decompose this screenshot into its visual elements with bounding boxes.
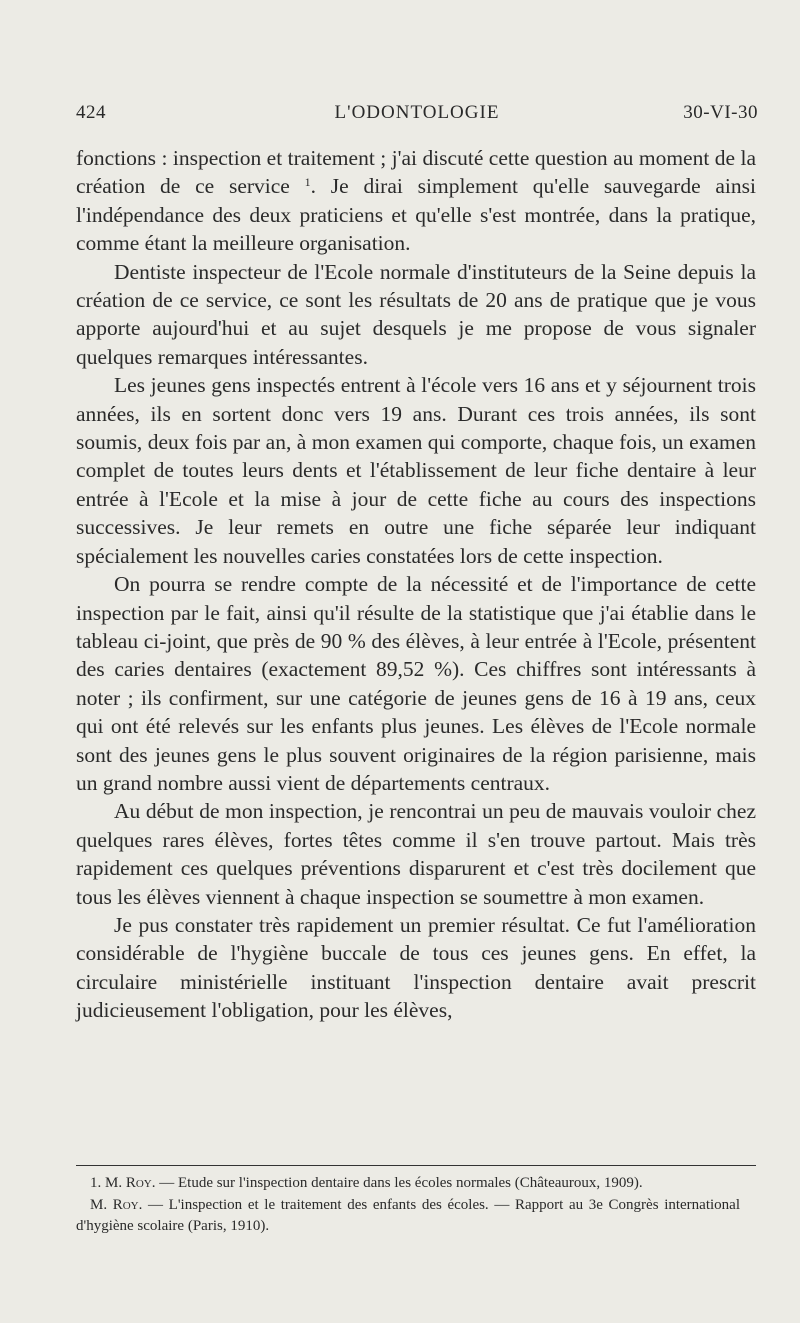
footnote-2-author: M. Roy bbox=[90, 1196, 139, 1213]
paragraph-5: Au début de mon inspection, je rencontrai un peu de mauvais vouloir chez quelques rares élèves, fortes têtes comme il s'en trouve partout. Mais très rapidement ces quelques préventions disparurent et c'est très docilement que tous les élèves viennent à chaque inspection se soumettre à mon examen. bbox=[76, 799, 756, 909]
paragraph-1-text-a: fonctions : inspection et traitement ; j'ai discuté cette question au moment de la création de ce service bbox=[76, 146, 756, 199]
paragraph-2: Dentiste inspecteur de l'Ecole normale d'instituteurs de la Seine depuis la création de ce service, ce sont les résultats de 20 ans de pratique que je vous apporte aujourd'hui et au sujet desquels je me propose de vous signaler quelques remarques intéressantes. bbox=[76, 259, 756, 369]
issue-date: 30-VI-30 bbox=[683, 102, 758, 123]
footnote-1-author: M. Roy bbox=[105, 1175, 152, 1191]
page-number: 424 bbox=[76, 102, 106, 123]
journal-title: L'ODONTOLOGIE bbox=[334, 102, 500, 123]
footnote-ref: 1 bbox=[304, 175, 311, 190]
footnote-divider bbox=[76, 1165, 756, 1166]
footnotes bbox=[76, 1173, 740, 1238]
footnote-2-text: . — L'inspection et le traitement des enfants des écoles. — Rapport au 3e Congrès international d'hygiène scolaire (Paris, 1910). bbox=[76, 1196, 740, 1234]
paragraph-1 bbox=[76, 144, 756, 258]
paragraph-3: Les jeunes gens inspectés entrent à l'école vers 16 ans et y séjournent trois années, ils en sortent donc vers 19 ans. Durant ces trois années, ils sont soumis, deux fois par an, à mon examen qui comporte, chaque fois, un examen complet de toutes leurs dents et l'établissement de leur fiche dentaire à leur entrée à l'Ecole et la mise à jour de cette fiche au cours des inspections successives. Je leur remets en outre une fiche séparée leur indiquant spécialement les nouvelles caries constatées lors de cette inspection. bbox=[76, 373, 756, 568]
footnote-1 bbox=[76, 1173, 740, 1195]
body-text bbox=[76, 144, 756, 1025]
paragraph-6: Je pus constater très rapidement un premier résultat. Ce fut l'amélioration considérable de l'hygiène buccale de tous ces jeunes gens. En effet, la circulaire ministérielle instituant l'inspection dentaire avait prescrit judicieusement l'obligation, pour les élèves, bbox=[76, 912, 756, 1023]
running-header bbox=[76, 102, 758, 132]
paragraph-1-text-b: . Je dirai simplement qu'elle sauvegarde ainsi l'indépendance des deux praticiens et qu'elle s'est montrée, dans la pratique, comme étant la meilleure organisation. bbox=[76, 174, 756, 256]
footnote-1-number: 1. bbox=[90, 1175, 105, 1191]
footnote-1-text: . — Etude sur l'inspection dentaire dans les écoles normales (Châteauroux, 1909). bbox=[151, 1175, 643, 1191]
footnote-2 bbox=[76, 1195, 740, 1238]
paragraph-4: On pourra se rendre compte de la nécessité et de l'importance de cette inspection par le fait, ainsi qu'il résulte de la statistique que j'ai établie dans le tableau ci-joint, que près de 90 % des élèves, à leur entrée à l'Ecole, présentent des caries dentaires (exactement 89,52 %). Ces chiffres sont intéressants à noter ; ils confirment, sur une catégorie de jeunes gens de 16 à 19 ans, ceux qui ont été relevés sur les enfants plus jeunes. Les élèves de l'Ecole normale sont des jeunes gens le plus souvent originaires de la région parisienne, mais un grand nombre aussi vient de départements centraux. bbox=[76, 572, 756, 795]
